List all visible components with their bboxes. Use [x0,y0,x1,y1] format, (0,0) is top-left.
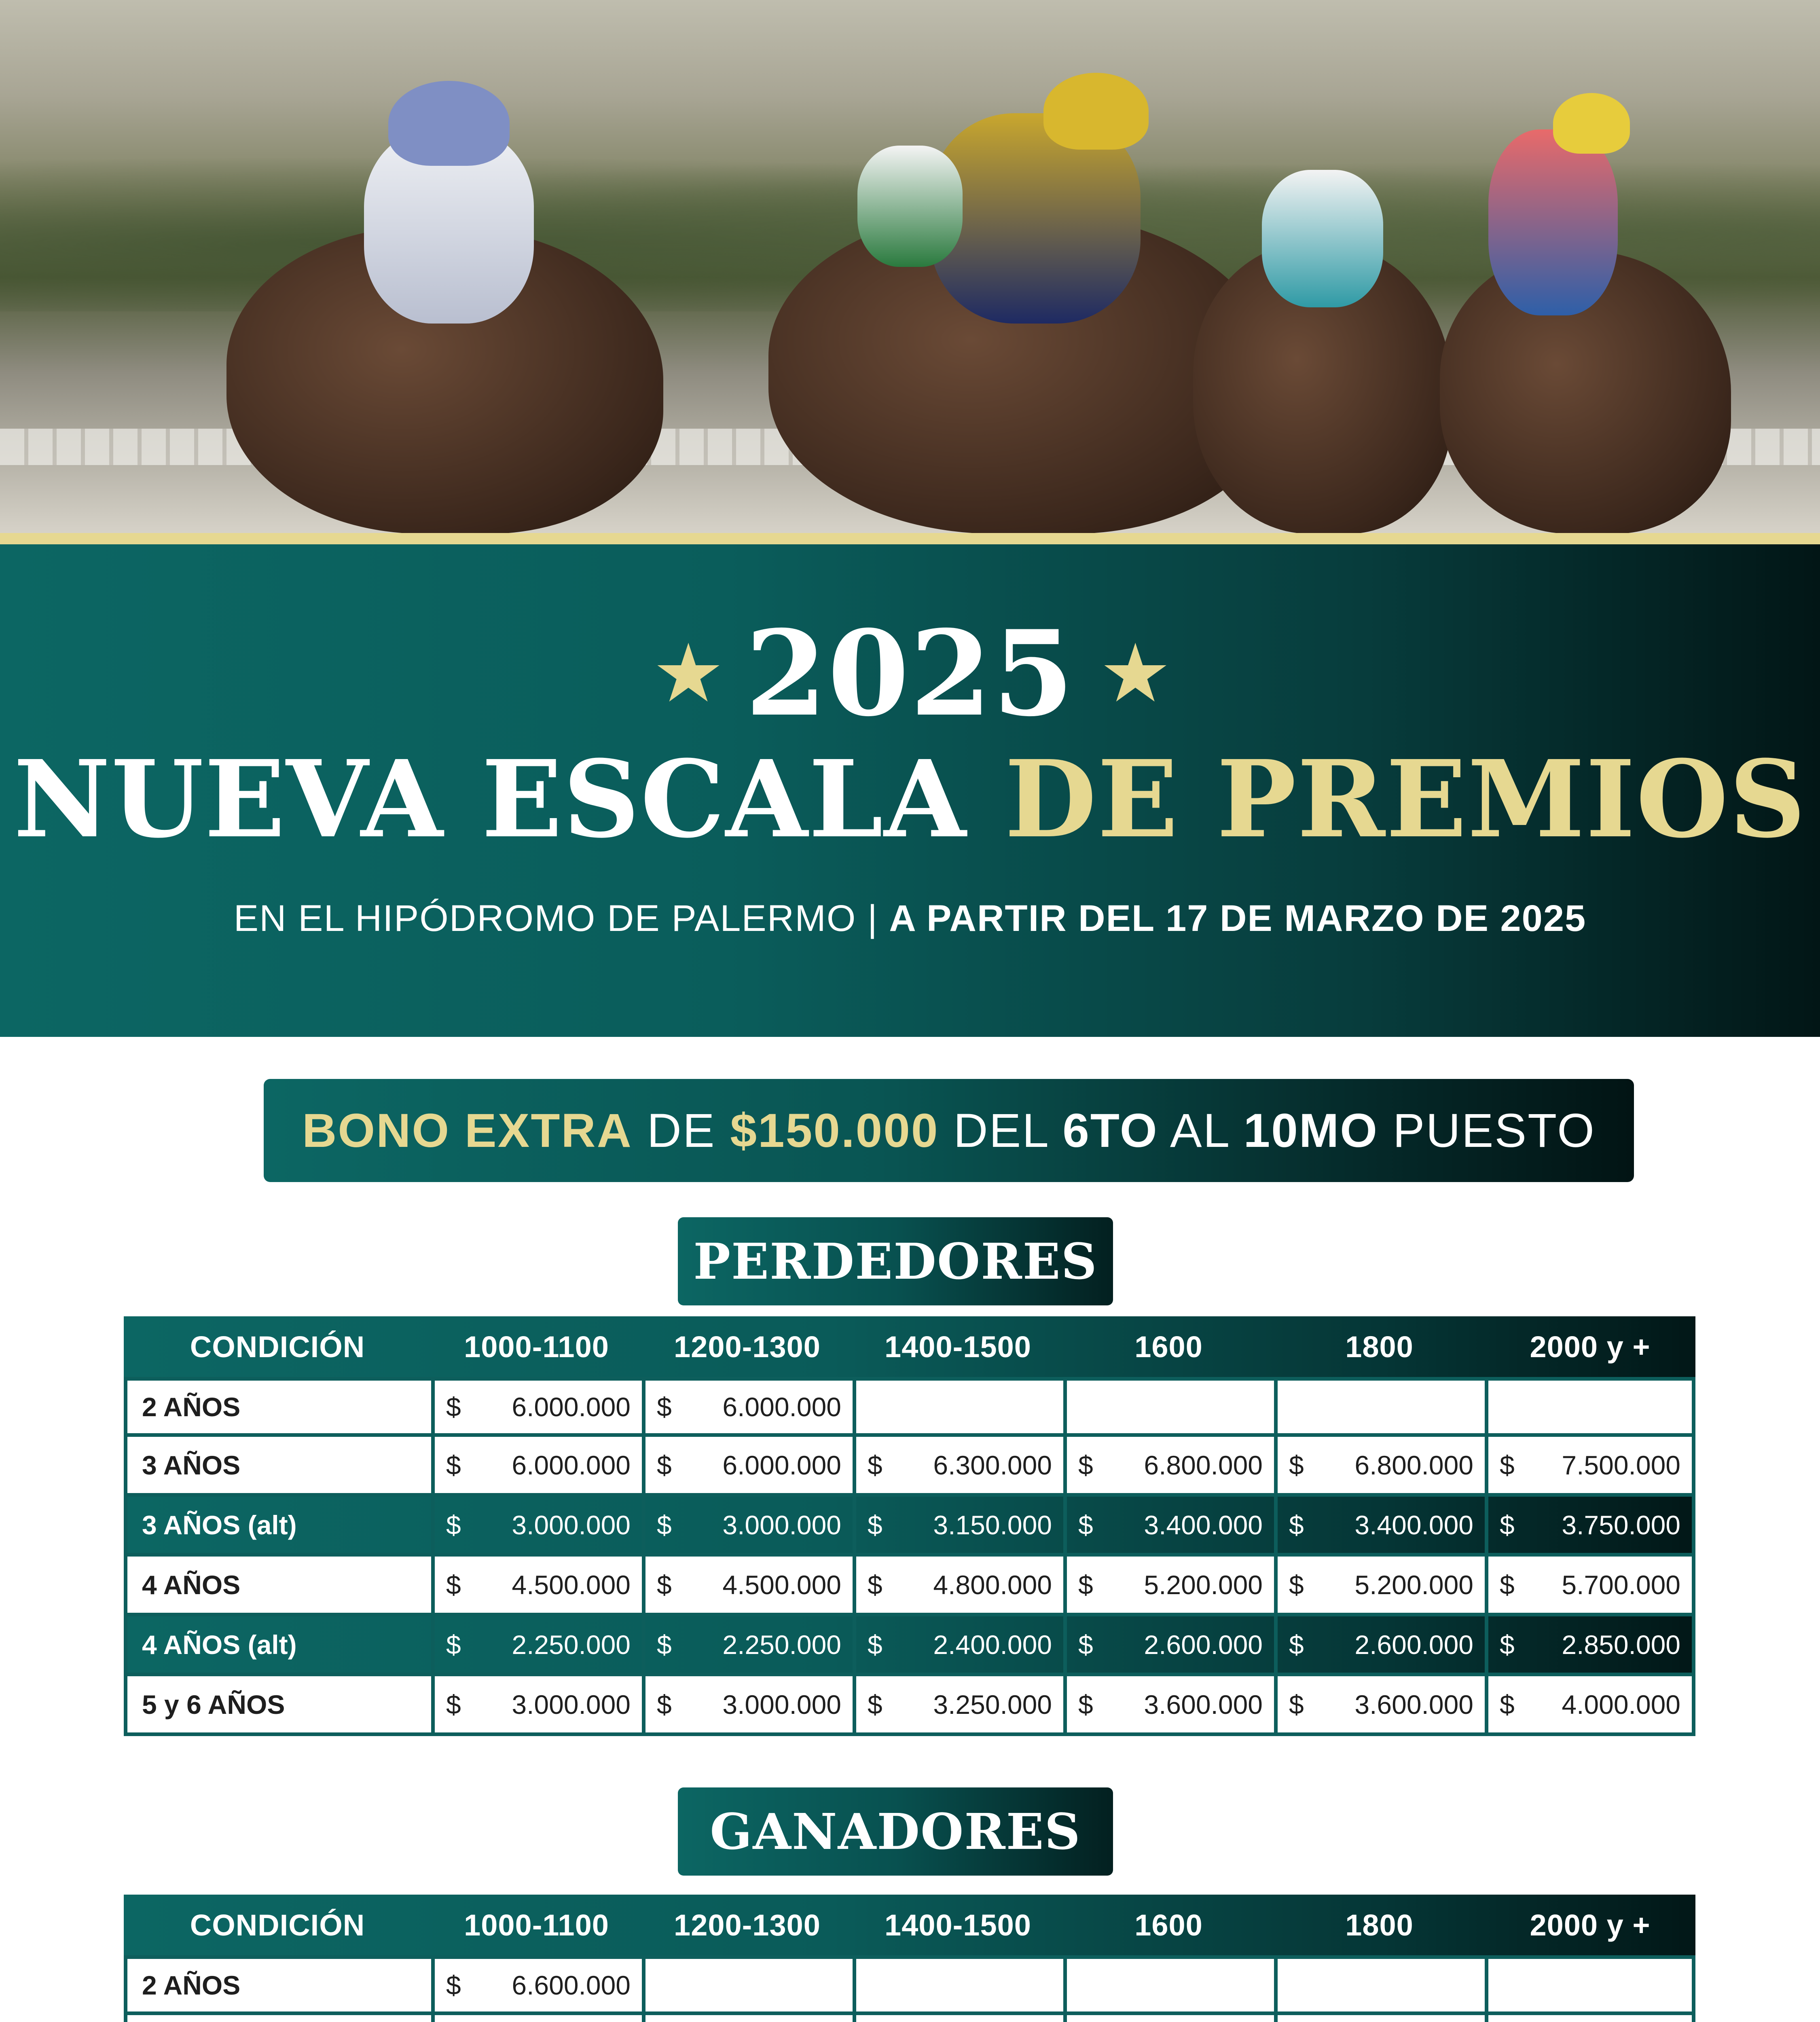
section-title-perdedores: PERDEDORES [678,1217,1113,1305]
prize-cell [1063,2015,1274,2022]
currency-symbol: $ [1289,1510,1304,1540]
prize-cell [1485,2015,1695,2022]
bono-extra-banner [264,1079,1634,1182]
prize-amount: 4.000.000 [1562,1689,1680,1720]
prize-cell [431,1497,642,1557]
prize-cell [1063,1557,1274,1616]
column-header-distance: 1600 [1134,1908,1203,1942]
currency-symbol: $ [1078,1689,1093,1720]
currency-symbol: $ [446,1569,461,1600]
prize-amount: 3.000.000 [722,1689,841,1720]
prize-amount: 6.300.000 [933,1450,1052,1480]
prize-amount: 6.000.000 [722,1392,841,1422]
header-band [0,544,1820,1037]
column-header-distance: 1000-1100 [464,1330,609,1364]
column-header-condicion: CONDICIÓN [190,1908,365,1942]
currency-symbol: $ [446,1510,461,1540]
condition-cell: 3 AÑOS [124,1437,431,1497]
prize-cell [642,2015,853,2022]
currency-symbol: $ [1500,1689,1515,1720]
prize-cell [1274,1497,1485,1557]
table-header-row [124,1895,1695,1955]
prize-amount: 5.700.000 [1562,1569,1680,1600]
bono-text: AL [1158,1104,1244,1157]
currency-symbol: $ [1500,1510,1515,1540]
currency-symbol: $ [657,1689,672,1720]
currency-symbol: $ [1289,1450,1304,1480]
prize-cell [431,1437,642,1497]
prize-cell [1485,1955,1695,2015]
table-row [124,1616,1695,1676]
prize-cell [853,1377,1063,1437]
prize-cell [1485,1557,1695,1616]
prize-cell [1274,1676,1485,1736]
currency-symbol: $ [1289,1689,1304,1720]
condition-cell [124,2015,431,2022]
currency-symbol: $ [868,1629,882,1660]
prize-cell [1063,1437,1274,1497]
condition-cell: 4 AÑOS (alt) [124,1616,431,1676]
prize-cell [642,1377,853,1437]
prize-cell [853,1676,1063,1736]
prize-cell [642,1616,853,1676]
prize-cell [1274,1437,1485,1497]
table-header-row [124,1316,1695,1377]
prize-cell [1485,1616,1695,1676]
prize-amount: 2.250.000 [512,1629,631,1660]
prize-amount: 6.000.000 [512,1450,631,1480]
currency-symbol: $ [446,1970,461,2000]
column-header-distance: 1400-1500 [885,1908,1031,1942]
prize-cell [1485,1377,1695,1437]
star-icon: ★ [652,626,725,721]
prize-cell [1485,1437,1695,1497]
currency-symbol: $ [657,1392,672,1422]
prize-cell [431,1557,642,1616]
currency-symbol: $ [446,1689,461,1720]
prize-cell [1063,1497,1274,1557]
prize-amount: 4.500.000 [512,1569,631,1600]
prize-amount: 2.250.000 [722,1629,841,1660]
prize-amount: 6.000.000 [722,1450,841,1480]
currency-symbol: $ [657,1629,672,1660]
currency-symbol: $ [868,1450,882,1480]
bono-amount: $150.000 [730,1104,939,1157]
table-ganadores [124,1895,1695,2022]
prize-cell [1063,1955,1274,2015]
prize-amount: 3.000.000 [512,1510,631,1540]
currency-symbol: $ [657,1450,672,1480]
prize-amount: 3.250.000 [933,1689,1052,1720]
section-title-ganadores: GANADORES [678,1787,1113,1876]
currency-symbol: $ [1500,1629,1515,1660]
currency-symbol: $ [868,1569,882,1600]
prize-amount: 2.600.000 [1144,1629,1263,1660]
prize-amount: 3.400.000 [1144,1510,1263,1540]
currency-symbol: $ [1289,1569,1304,1600]
column-header-distance: 2000 y + [1530,1908,1651,1942]
currency-symbol: $ [446,1392,461,1422]
prize-amount: 3.600.000 [1354,1689,1473,1720]
column-header-distance: 1200-1300 [674,1908,821,1942]
currency-symbol: $ [1078,1629,1093,1660]
title-white-part: NUEVA ESCALA [13,737,1005,861]
table-row [124,1676,1695,1736]
prize-amount: 6.600.000 [512,1970,631,2000]
prize-cell [853,1616,1063,1676]
jockey-3 [1262,170,1383,307]
jockey-1-helmet [388,81,510,166]
condition-cell: 2 AÑOS [124,1377,431,1437]
prize-cell [431,1676,642,1736]
prize-cell [642,1437,853,1497]
prize-amount: 3.750.000 [1562,1510,1680,1540]
bono-from-position: 6TO [1062,1104,1158,1157]
prize-cell [1485,1676,1695,1736]
column-header-distance: 1600 [1134,1330,1203,1364]
currency-symbol: $ [1078,1569,1093,1600]
prize-amount: 3.150.000 [933,1510,1052,1540]
currency-symbol: $ [1289,1629,1304,1660]
prize-cell [1063,1616,1274,1676]
condition-cell: 3 AÑOS (alt) [124,1497,431,1557]
prize-cell [642,1955,853,2015]
jockey-2-helmet [1043,73,1149,150]
prize-cell [431,1616,642,1676]
prize-amount: 7.500.000 [1562,1450,1680,1480]
star-icon: ★ [1099,626,1172,721]
currency-symbol: $ [657,1569,672,1600]
prize-cell [431,2015,642,2022]
prize-cell [642,1557,853,1616]
prize-amount: 4.500.000 [722,1569,841,1600]
column-header-distance: 1400-1500 [885,1330,1031,1364]
title-gold-part: DE PREMIOS [1004,737,1807,861]
table-row [124,1377,1695,1437]
prize-amount: 6.800.000 [1144,1450,1263,1480]
prize-amount: 2.850.000 [1562,1629,1680,1660]
jockey-4 [1488,129,1618,315]
bono-text: DE [632,1104,730,1157]
year-row [0,605,1820,742]
column-header-distance: 1000-1100 [464,1908,609,1942]
table-row [124,1497,1695,1557]
prize-amount: 2.600.000 [1354,1629,1473,1660]
prize-cell [1063,1377,1274,1437]
currency-symbol: $ [446,1629,461,1660]
prize-cell [1274,2015,1485,2022]
page-title [0,738,1820,860]
currency-symbol: $ [446,1450,461,1480]
prize-cell [642,1676,853,1736]
prize-amount: 3.000.000 [512,1689,631,1720]
currency-symbol: $ [1500,1450,1515,1480]
prize-amount: 3.400.000 [1354,1510,1473,1540]
currency-symbol: $ [1078,1510,1093,1540]
prize-amount: 6.800.000 [1354,1450,1473,1480]
column-header-distance: 1200-1300 [674,1330,821,1364]
hero-photo-racing-horses [0,0,1820,533]
table-row [124,2015,1695,2022]
currency-symbol: $ [657,1510,672,1540]
prize-cell [853,1955,1063,2015]
jockey-4-helmet [1553,93,1630,154]
prize-cell [431,1377,642,1437]
prize-amount: 3.600.000 [1144,1689,1263,1720]
currency-symbol: $ [868,1689,882,1720]
currency-symbol: $ [1078,1450,1093,1480]
prize-cell [853,1437,1063,1497]
bono-text: DEL [939,1104,1063,1157]
prize-cell [1485,1497,1695,1557]
prize-cell [1274,1377,1485,1437]
jockey-5 [857,146,963,267]
prize-amount: 5.200.000 [1144,1569,1263,1600]
prize-amount: 6.000.000 [512,1392,631,1422]
subtitle-date: A PARTIR DEL 17 DE MARZO DE 2025 [889,898,1587,939]
prize-cell [1274,1557,1485,1616]
prize-cell [1274,1616,1485,1676]
table-row [124,1437,1695,1497]
prize-amount: 3.000.000 [722,1510,841,1540]
prize-cell [431,1955,642,2015]
subtitle-venue: EN EL HIPÓDROMO DE PALERMO | [233,898,889,939]
prize-cell [853,2015,1063,2022]
prize-amount: 4.800.000 [933,1569,1052,1600]
prize-amount: 5.200.000 [1354,1569,1473,1600]
condition-cell: 5 y 6 AÑOS [124,1676,431,1736]
gold-divider-strip [0,533,1820,544]
prize-cell [1063,1676,1274,1736]
condition-cell: 4 AÑOS [124,1557,431,1616]
prize-cell [1274,1955,1485,2015]
year-label: 2025 [745,605,1075,742]
prize-cell [853,1497,1063,1557]
bono-label: BONO EXTRA [302,1104,633,1157]
table-perdedores [124,1316,1695,1736]
currency-symbol: $ [1500,1569,1515,1600]
table-row [124,1557,1695,1616]
condition-cell: 2 AÑOS [124,1955,431,2015]
currency-symbol: $ [868,1510,882,1540]
prize-cell [853,1557,1063,1616]
prize-cell [642,1497,853,1557]
bono-text: PUESTO [1378,1104,1596,1157]
column-header-distance: 2000 y + [1530,1330,1651,1364]
table-row [124,1955,1695,2015]
bono-to-position: 10MO [1243,1104,1378,1157]
column-header-distance: 1800 [1345,1330,1414,1364]
column-header-condicion: CONDICIÓN [190,1330,365,1364]
prize-amount: 2.400.000 [933,1629,1052,1660]
page-subtitle [0,896,1820,941]
column-header-distance: 1800 [1345,1908,1414,1942]
